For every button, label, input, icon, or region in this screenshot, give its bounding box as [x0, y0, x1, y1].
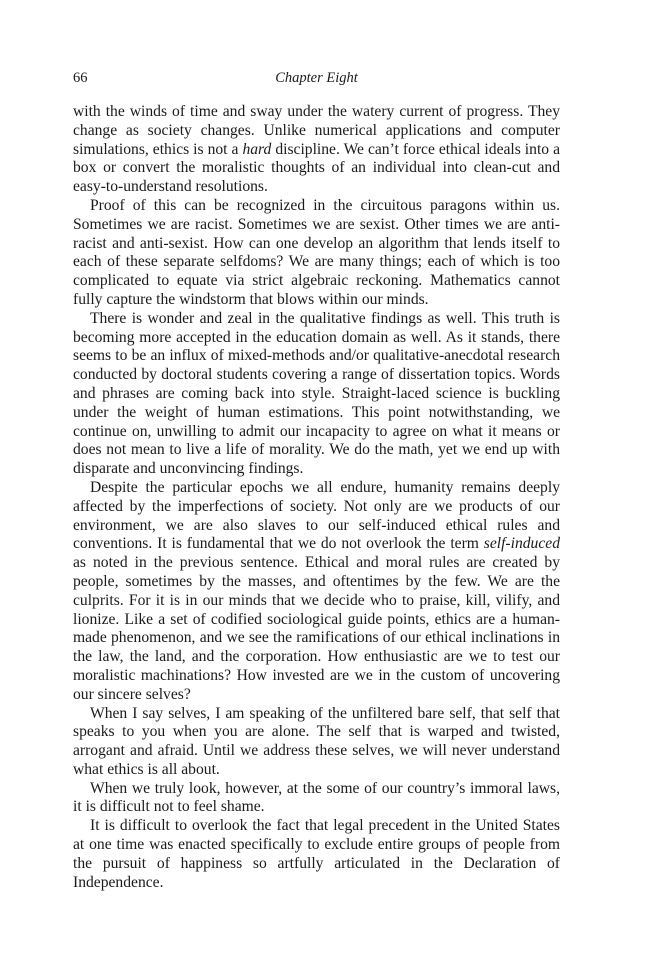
paragraph: Proof of this can be recognized in the circuitous paragons within us. Sometimes we are racist. Sometimes we are sexist. Other times we are anti-racist and anti-sexist. How can one develop an algorithm that lends itself to each of these separate selfdoms? We are many things; each of which is too complicated to equate via strict algebraic reckoning. Mathematics cannot fully capture the windstorm that blows within our minds.: [73, 196, 560, 308]
paragraph-text: discipline. We can’t force ethical ideals into a box or convert the moralistic thoughts of an individual into clean-cut and easy-to-understand resolutions.: [73, 140, 560, 196]
body-text: [73, 103, 560, 892]
emphasis-text: self-induced: [483, 535, 560, 553]
emphasis-text: hard: [242, 140, 272, 158]
paragraph: [73, 479, 560, 705]
paragraph-continued: [73, 103, 560, 197]
paragraph: It is difficult to overlook the fact that legal precedent in the United States at one time was enacted specifically to exclude entire groups of people from the pursuit of happiness so artfully articulated in the Declaration of Independence.: [73, 817, 560, 891]
paragraph: When we truly look, however, at the some of our country’s immoral laws, it is difficult not to feel shame.: [73, 779, 560, 816]
paragraph-text: as noted in the previous sentence. Ethical and moral rules are created by people, sometimes by the masses, and oftentimes by the few. We are the culprits. For it is in our minds that we decide who to praise, kill, vilify, and lionize. Like a set of codified sociological guide points, ethics are a human-made phenomenon, and we see the ramifications of our ethical inclinations in the law, the land, and the corporation. How enthusiastic are we to test our moralistic machinations? How invested are we in the custom of uncovering our sincere selves?: [73, 554, 560, 703]
paragraph: There is wonder and zeal in the qualitative findings as well. This truth is becoming more accepted in the education domain as well. As it stands, there seems to be an influx of mixed-methods and/or qualitative-anecdotal research conducted by doctoral students covering a range of dissertation topics. Words and phrases are coming back into style. Straight-laced science is buckling under the weight of human estimations. This point notwithstanding, we continue on, unwilling to admit our incapacity to agree on what it means or does not mean to live a life of morality. We do the math, yet we end up with disparate and unconvincing findings.: [73, 309, 560, 478]
page-number: 66: [73, 70, 88, 86]
paragraph-text: Despite the particular epochs we all endure, humanity remains deeply affected by the imperfections of society. Not only are we products of our environment, we are also slaves to our self-induced ethical rules and conventions. It is fundamental that we do not overlook the term: [73, 478, 560, 553]
running-head: [73, 70, 560, 90]
chapter-title: Chapter Eight: [275, 70, 358, 86]
paragraph-text: with the winds of time and sway under the watery current of progress. They change as society changes. Unlike numerical applications and computer simulations, ethics is not a: [73, 103, 560, 158]
paragraph: When I say selves, I am speaking of the unfiltered bare self, that self that speaks to you when you are alone. The self that is warped and twisted, arrogant and afraid. Until we address these selves, we will never understand what ethics is all about.: [73, 704, 560, 778]
